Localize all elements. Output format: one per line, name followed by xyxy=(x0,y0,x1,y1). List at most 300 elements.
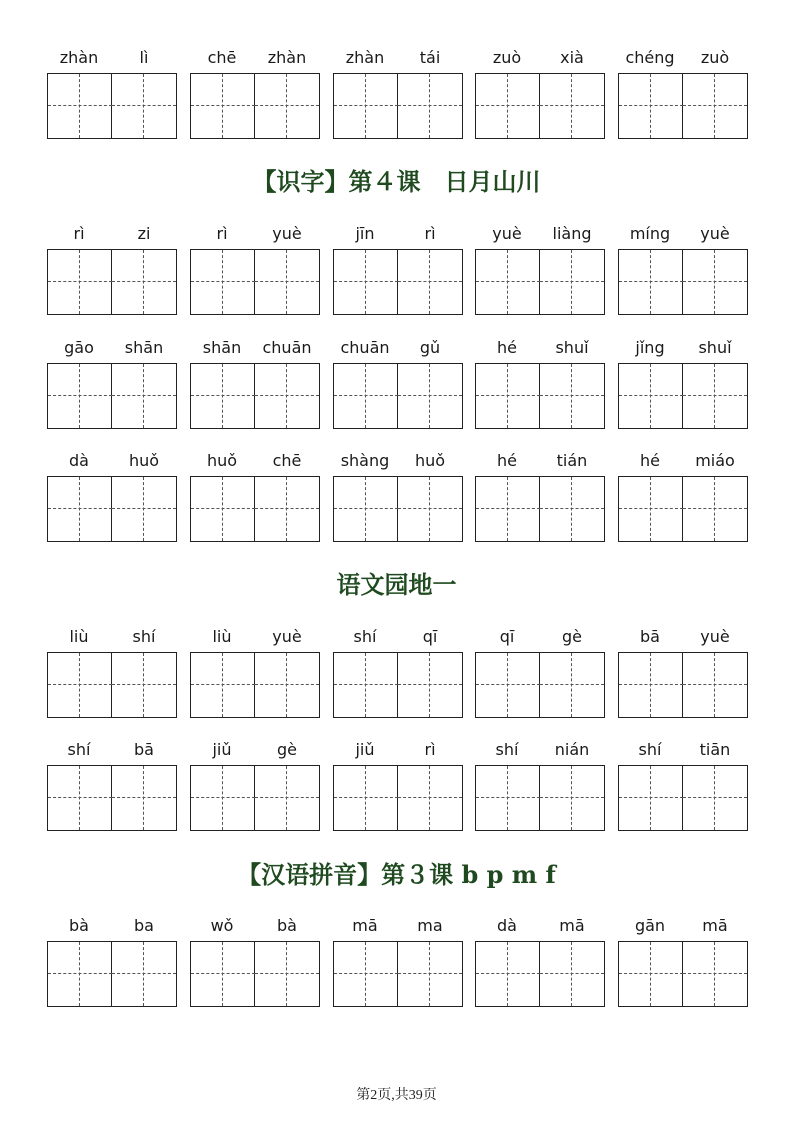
word-writing-box[interactable] xyxy=(190,941,320,1007)
dashed-guide-vertical xyxy=(650,766,651,830)
word-writing-box[interactable] xyxy=(190,249,320,315)
pinyin-syllable: huǒ xyxy=(128,451,160,470)
dashed-guide-vertical xyxy=(79,364,80,428)
dashed-guide-horizontal xyxy=(48,281,112,282)
pinyin-syllable: mā xyxy=(702,916,728,935)
tian-zi-ge-cell[interactable] xyxy=(48,250,112,314)
dashed-guide-vertical xyxy=(650,942,651,1006)
dashed-guide-horizontal xyxy=(48,395,112,396)
tian-zi-ge-cell[interactable] xyxy=(540,942,604,1006)
pinyin-syllable: lì xyxy=(139,48,149,67)
pinyin-syllable: yuè xyxy=(700,224,730,243)
word-writing-box[interactable] xyxy=(190,73,320,139)
dashed-guide-vertical xyxy=(222,364,223,428)
dashed-guide-horizontal xyxy=(540,973,604,974)
dashed-guide-horizontal xyxy=(683,797,747,798)
word-writing-box[interactable] xyxy=(618,476,748,542)
word-writing-box[interactable] xyxy=(47,363,177,429)
tian-zi-ge-cell[interactable] xyxy=(683,942,747,1006)
section-title: 【汉语拼音】第３课 b p m f xyxy=(237,860,556,889)
dashed-guide-horizontal xyxy=(112,281,176,282)
dashed-guide-vertical xyxy=(143,942,144,1006)
pinyin-syllable: zhàn xyxy=(345,48,385,67)
dashed-guide-horizontal xyxy=(191,281,255,282)
dashed-guide-horizontal xyxy=(255,684,319,685)
tian-zi-ge-cell[interactable] xyxy=(48,74,112,138)
dashed-guide-vertical xyxy=(222,477,223,541)
dashed-guide-vertical xyxy=(79,653,80,717)
dashed-guide-horizontal xyxy=(191,797,255,798)
writing-grid-line xyxy=(47,249,747,315)
pinyin-syllable: huǒ xyxy=(414,451,446,470)
word-writing-box[interactable] xyxy=(475,363,605,429)
dashed-guide-horizontal xyxy=(683,973,747,974)
pinyin-syllable: bā xyxy=(134,740,154,759)
word-writing-box[interactable] xyxy=(475,73,605,139)
tian-zi-ge-cell[interactable] xyxy=(683,653,747,717)
tian-zi-ge-cell[interactable] xyxy=(191,74,255,138)
pinyin-syllable: chē xyxy=(272,451,302,470)
pinyin-syllable: míng xyxy=(629,224,671,243)
pinyin-syllable: shí xyxy=(638,740,662,759)
dashed-guide-horizontal xyxy=(255,797,319,798)
pinyin-syllable: shí xyxy=(353,627,377,646)
pinyin-syllable: zuò xyxy=(492,48,522,67)
dashed-guide-vertical xyxy=(507,250,508,314)
dashed-guide-horizontal xyxy=(334,281,398,282)
pinyin-syllable: rì xyxy=(424,740,436,759)
pinyin-syllable: shān xyxy=(124,338,164,357)
pinyin-line xyxy=(47,627,747,647)
tian-zi-ge-cell[interactable] xyxy=(48,766,112,830)
pinyin-syllable: zi xyxy=(137,224,151,243)
tian-zi-ge-cell[interactable] xyxy=(476,364,540,428)
word-writing-box[interactable] xyxy=(618,941,748,1007)
dashed-guide-horizontal xyxy=(255,508,319,509)
pinyin-syllable: yuè xyxy=(700,627,730,646)
word-writing-box[interactable] xyxy=(618,765,748,831)
dashed-guide-horizontal xyxy=(683,105,747,106)
writing-grid-line xyxy=(47,476,747,542)
dashed-guide-horizontal xyxy=(476,684,540,685)
dashed-guide-vertical xyxy=(650,250,651,314)
dashed-guide-vertical xyxy=(286,477,287,541)
word-writing-box[interactable] xyxy=(190,652,320,718)
tian-zi-ge-cell[interactable] xyxy=(334,653,398,717)
word-writing-box[interactable] xyxy=(475,249,605,315)
tian-zi-ge-cell[interactable] xyxy=(191,364,255,428)
dashed-guide-vertical xyxy=(571,477,572,541)
tian-zi-ge-cell[interactable] xyxy=(255,653,319,717)
pinyin-syllable: yuè xyxy=(492,224,522,243)
writing-grid-line xyxy=(47,652,747,718)
pinyin-syllable: chéng xyxy=(625,48,675,67)
pinyin-line xyxy=(47,451,747,471)
dashed-guide-vertical xyxy=(143,477,144,541)
pinyin-syllable: shān xyxy=(202,338,242,357)
tian-zi-ge-cell[interactable] xyxy=(619,477,683,541)
dashed-guide-horizontal xyxy=(619,105,683,106)
dashed-guide-horizontal xyxy=(540,105,604,106)
dashed-guide-horizontal xyxy=(48,973,112,974)
pinyin-syllable: chuān xyxy=(262,338,312,357)
tian-zi-ge-cell[interactable] xyxy=(683,364,747,428)
pinyin-syllable: hé xyxy=(497,451,517,470)
pinyin-syllable: jiǔ xyxy=(355,740,375,759)
dashed-guide-vertical xyxy=(650,477,651,541)
dashed-guide-vertical xyxy=(571,74,572,138)
dashed-guide-horizontal xyxy=(398,395,462,396)
tian-zi-ge-cell[interactable] xyxy=(255,250,319,314)
dashed-guide-vertical xyxy=(143,250,144,314)
dashed-guide-vertical xyxy=(365,766,366,830)
tian-zi-ge-cell[interactable] xyxy=(112,364,176,428)
tian-zi-ge-cell[interactable] xyxy=(683,250,747,314)
word-writing-box[interactable] xyxy=(333,652,463,718)
tian-zi-ge-cell[interactable] xyxy=(619,942,683,1006)
pinyin-syllable: gè xyxy=(277,740,297,759)
tian-zi-ge-cell[interactable] xyxy=(334,74,398,138)
pinyin-line xyxy=(47,338,747,358)
dashed-guide-horizontal xyxy=(191,395,255,396)
pinyin-syllable: tián xyxy=(556,451,588,470)
dashed-guide-vertical xyxy=(714,653,715,717)
tian-zi-ge-cell[interactable] xyxy=(191,942,255,1006)
pinyin-syllable: shí xyxy=(67,740,91,759)
tian-zi-ge-cell[interactable] xyxy=(619,250,683,314)
dashed-guide-horizontal xyxy=(255,973,319,974)
dashed-guide-vertical xyxy=(143,74,144,138)
dashed-guide-horizontal xyxy=(540,797,604,798)
dashed-guide-vertical xyxy=(286,766,287,830)
word-writing-box[interactable] xyxy=(47,765,177,831)
tian-zi-ge-cell[interactable] xyxy=(476,766,540,830)
tian-zi-ge-cell[interactable] xyxy=(334,364,398,428)
tian-zi-ge-cell[interactable] xyxy=(255,766,319,830)
tian-zi-ge-cell[interactable] xyxy=(476,477,540,541)
writing-grid-line xyxy=(47,765,747,831)
pinyin-syllable: bà xyxy=(69,916,89,935)
writing-grid-line xyxy=(47,73,747,139)
word-writing-box[interactable] xyxy=(190,363,320,429)
dashed-guide-horizontal xyxy=(398,105,462,106)
pinyin-line xyxy=(47,916,747,936)
dashed-guide-vertical xyxy=(714,477,715,541)
tian-zi-ge-cell[interactable] xyxy=(48,653,112,717)
dashed-guide-horizontal xyxy=(48,684,112,685)
pinyin-syllable: yuè xyxy=(272,224,302,243)
word-writing-box[interactable] xyxy=(618,249,748,315)
tian-zi-ge-cell[interactable] xyxy=(398,477,462,541)
dashed-guide-vertical xyxy=(222,766,223,830)
pinyin-syllable: gǔ xyxy=(419,338,441,357)
tian-zi-ge-cell[interactable] xyxy=(398,74,462,138)
pinyin-syllable: jǐng xyxy=(635,338,665,357)
pinyin-syllable: huǒ xyxy=(206,451,238,470)
dashed-guide-vertical xyxy=(429,74,430,138)
tian-zi-ge-cell[interactable] xyxy=(398,250,462,314)
dashed-guide-horizontal xyxy=(683,508,747,509)
word-writing-box[interactable] xyxy=(47,652,177,718)
dashed-guide-horizontal xyxy=(191,973,255,974)
tian-zi-ge-cell[interactable] xyxy=(476,250,540,314)
dashed-guide-horizontal xyxy=(191,508,255,509)
pinyin-syllable: liù xyxy=(69,627,89,646)
dashed-guide-vertical xyxy=(429,653,430,717)
dashed-guide-horizontal xyxy=(112,395,176,396)
tian-zi-ge-cell[interactable] xyxy=(540,766,604,830)
tian-zi-ge-cell[interactable] xyxy=(398,766,462,830)
tian-zi-ge-cell[interactable] xyxy=(191,477,255,541)
dashed-guide-vertical xyxy=(714,250,715,314)
dashed-guide-vertical xyxy=(429,942,430,1006)
word-writing-box[interactable] xyxy=(190,765,320,831)
word-writing-box[interactable] xyxy=(333,765,463,831)
dashed-guide-horizontal xyxy=(334,973,398,974)
tian-zi-ge-cell[interactable] xyxy=(334,766,398,830)
pinyin-syllable: ba xyxy=(134,916,154,935)
dashed-guide-vertical xyxy=(286,942,287,1006)
tian-zi-ge-cell[interactable] xyxy=(683,766,747,830)
dashed-guide-vertical xyxy=(650,364,651,428)
tian-zi-ge-cell[interactable] xyxy=(476,653,540,717)
dashed-guide-horizontal xyxy=(540,684,604,685)
dashed-guide-horizontal xyxy=(255,281,319,282)
dashed-guide-vertical xyxy=(507,766,508,830)
word-writing-box[interactable] xyxy=(47,476,177,542)
dashed-guide-horizontal xyxy=(334,797,398,798)
dashed-guide-horizontal xyxy=(476,395,540,396)
tian-zi-ge-cell[interactable] xyxy=(112,74,176,138)
tian-zi-ge-cell[interactable] xyxy=(112,653,176,717)
tian-zi-ge-cell[interactable] xyxy=(540,477,604,541)
pinyin-syllable: tiān xyxy=(699,740,731,759)
tian-zi-ge-cell[interactable] xyxy=(683,74,747,138)
dashed-guide-vertical xyxy=(222,250,223,314)
word-writing-box[interactable] xyxy=(475,941,605,1007)
dashed-guide-horizontal xyxy=(476,105,540,106)
tian-zi-ge-cell[interactable] xyxy=(48,942,112,1006)
dashed-guide-vertical xyxy=(714,766,715,830)
pinyin-syllable: zhàn xyxy=(59,48,99,67)
tian-zi-ge-cell[interactable] xyxy=(398,653,462,717)
dashed-guide-horizontal xyxy=(619,797,683,798)
dashed-guide-horizontal xyxy=(334,105,398,106)
dashed-guide-vertical xyxy=(286,74,287,138)
dashed-guide-vertical xyxy=(650,74,651,138)
dashed-guide-horizontal xyxy=(476,281,540,282)
dashed-guide-horizontal xyxy=(48,105,112,106)
tian-zi-ge-cell[interactable] xyxy=(476,74,540,138)
dashed-guide-vertical xyxy=(571,942,572,1006)
dashed-guide-horizontal xyxy=(476,797,540,798)
dashed-guide-vertical xyxy=(222,74,223,138)
dashed-guide-vertical xyxy=(79,74,80,138)
word-writing-box[interactable] xyxy=(333,941,463,1007)
section-title: 【识字】第４课 日月山川 xyxy=(252,167,541,196)
pinyin-syllable: shí xyxy=(132,627,156,646)
pinyin-syllable: gān xyxy=(634,916,666,935)
word-writing-box[interactable] xyxy=(475,765,605,831)
tian-zi-ge-cell[interactable] xyxy=(619,74,683,138)
word-writing-box[interactable] xyxy=(47,941,177,1007)
tian-zi-ge-cell[interactable] xyxy=(255,942,319,1006)
pinyin-syllable: mā xyxy=(352,916,378,935)
dashed-guide-vertical xyxy=(571,364,572,428)
dashed-guide-vertical xyxy=(429,766,430,830)
tian-zi-ge-cell[interactable] xyxy=(191,653,255,717)
word-writing-box[interactable] xyxy=(190,476,320,542)
tian-zi-ge-cell[interactable] xyxy=(255,74,319,138)
pinyin-syllable: zuò xyxy=(700,48,730,67)
tian-zi-ge-cell[interactable] xyxy=(334,250,398,314)
dashed-guide-horizontal xyxy=(619,973,683,974)
pinyin-syllable: jiǔ xyxy=(212,740,232,759)
tian-zi-ge-cell[interactable] xyxy=(112,766,176,830)
pinyin-syllable: zhàn xyxy=(267,48,307,67)
dashed-guide-horizontal xyxy=(48,508,112,509)
pinyin-syllable: rì xyxy=(424,224,436,243)
tian-zi-ge-cell[interactable] xyxy=(540,74,604,138)
dashed-guide-vertical xyxy=(365,250,366,314)
tian-zi-ge-cell[interactable] xyxy=(255,364,319,428)
word-writing-box[interactable] xyxy=(47,249,177,315)
dashed-guide-horizontal xyxy=(619,395,683,396)
word-writing-box[interactable] xyxy=(333,363,463,429)
pinyin-syllable: mā xyxy=(559,916,585,935)
dashed-guide-vertical xyxy=(571,250,572,314)
dashed-guide-horizontal xyxy=(48,797,112,798)
pinyin-syllable: qī xyxy=(499,627,515,646)
tian-zi-ge-cell[interactable] xyxy=(334,477,398,541)
word-writing-box[interactable] xyxy=(618,652,748,718)
pinyin-syllable: xià xyxy=(560,48,584,67)
dashed-guide-vertical xyxy=(650,653,651,717)
dashed-guide-vertical xyxy=(507,364,508,428)
tian-zi-ge-cell[interactable] xyxy=(619,766,683,830)
tian-zi-ge-cell[interactable] xyxy=(48,364,112,428)
dashed-guide-horizontal xyxy=(398,508,462,509)
tian-zi-ge-cell[interactable] xyxy=(48,477,112,541)
dashed-guide-horizontal xyxy=(540,395,604,396)
dashed-guide-horizontal xyxy=(112,797,176,798)
tian-zi-ge-cell[interactable] xyxy=(540,653,604,717)
word-writing-box[interactable] xyxy=(333,476,463,542)
dashed-guide-horizontal xyxy=(112,684,176,685)
word-writing-box[interactable] xyxy=(475,652,605,718)
tian-zi-ge-cell[interactable] xyxy=(398,942,462,1006)
pinyin-syllable: jīn xyxy=(355,224,375,243)
tian-zi-ge-cell[interactable] xyxy=(112,942,176,1006)
dashed-guide-vertical xyxy=(286,250,287,314)
pinyin-syllable: shuǐ xyxy=(698,338,732,357)
dashed-guide-vertical xyxy=(571,766,572,830)
dashed-guide-horizontal xyxy=(683,395,747,396)
dashed-guide-horizontal xyxy=(683,684,747,685)
dashed-guide-horizontal xyxy=(619,508,683,509)
dashed-guide-vertical xyxy=(143,653,144,717)
pinyin-syllable: gè xyxy=(562,627,582,646)
tian-zi-ge-cell[interactable] xyxy=(191,250,255,314)
dashed-guide-vertical xyxy=(714,364,715,428)
dashed-guide-vertical xyxy=(714,942,715,1006)
dashed-guide-horizontal xyxy=(334,395,398,396)
word-writing-box[interactable] xyxy=(475,476,605,542)
dashed-guide-horizontal xyxy=(191,105,255,106)
tian-zi-ge-cell[interactable] xyxy=(255,477,319,541)
pinyin-syllable: wǒ xyxy=(210,916,234,935)
pinyin-syllable: dà xyxy=(497,916,517,935)
pinyin-syllable: liàng xyxy=(552,224,592,243)
pinyin-syllable: gāo xyxy=(64,338,94,357)
dashed-guide-vertical xyxy=(79,766,80,830)
tian-zi-ge-cell[interactable] xyxy=(112,250,176,314)
dashed-guide-horizontal xyxy=(112,105,176,106)
dashed-guide-horizontal xyxy=(398,281,462,282)
tian-zi-ge-cell[interactable] xyxy=(619,653,683,717)
tian-zi-ge-cell[interactable] xyxy=(191,766,255,830)
pinyin-line xyxy=(47,740,747,760)
tian-zi-ge-cell[interactable] xyxy=(619,364,683,428)
dashed-guide-horizontal xyxy=(398,684,462,685)
dashed-guide-horizontal xyxy=(112,508,176,509)
dashed-guide-vertical xyxy=(365,653,366,717)
tian-zi-ge-cell[interactable] xyxy=(112,477,176,541)
word-writing-box[interactable] xyxy=(333,249,463,315)
dashed-guide-vertical xyxy=(429,364,430,428)
word-writing-box[interactable] xyxy=(333,73,463,139)
pinyin-syllable: bà xyxy=(277,916,297,935)
pinyin-syllable: ma xyxy=(417,916,443,935)
tian-zi-ge-cell[interactable] xyxy=(540,364,604,428)
dashed-guide-vertical xyxy=(507,653,508,717)
dashed-guide-horizontal xyxy=(191,684,255,685)
section-title: 语文园地一 xyxy=(336,570,457,599)
pinyin-syllable: shuǐ xyxy=(555,338,589,357)
word-writing-box[interactable] xyxy=(618,363,748,429)
tian-zi-ge-cell[interactable] xyxy=(683,477,747,541)
word-writing-box[interactable] xyxy=(618,73,748,139)
dashed-guide-vertical xyxy=(222,942,223,1006)
dashed-guide-vertical xyxy=(365,477,366,541)
dashed-guide-horizontal xyxy=(255,105,319,106)
page-number: 第2页,共39页 xyxy=(356,1088,437,1103)
tian-zi-ge-cell[interactable] xyxy=(398,364,462,428)
tian-zi-ge-cell[interactable] xyxy=(540,250,604,314)
pinyin-syllable: shàng xyxy=(340,451,390,470)
dashed-guide-vertical xyxy=(714,74,715,138)
dashed-guide-horizontal xyxy=(540,508,604,509)
pinyin-syllable: chuān xyxy=(340,338,390,357)
dashed-guide-vertical xyxy=(286,653,287,717)
pinyin-syllable: tái xyxy=(419,48,441,67)
writing-grid-line xyxy=(47,363,747,429)
pinyin-syllable: miáo xyxy=(695,451,735,470)
dashed-guide-vertical xyxy=(507,942,508,1006)
pinyin-line xyxy=(47,48,747,68)
dashed-guide-vertical xyxy=(571,653,572,717)
tian-zi-ge-cell[interactable] xyxy=(476,942,540,1006)
dashed-guide-vertical xyxy=(286,364,287,428)
dashed-guide-vertical xyxy=(143,766,144,830)
pinyin-syllable: rì xyxy=(73,224,85,243)
tian-zi-ge-cell[interactable] xyxy=(334,942,398,1006)
pinyin-syllable: liù xyxy=(212,627,232,646)
dashed-guide-vertical xyxy=(365,74,366,138)
pinyin-syllable: shí xyxy=(495,740,519,759)
word-writing-box[interactable] xyxy=(47,73,177,139)
dashed-guide-horizontal xyxy=(334,684,398,685)
